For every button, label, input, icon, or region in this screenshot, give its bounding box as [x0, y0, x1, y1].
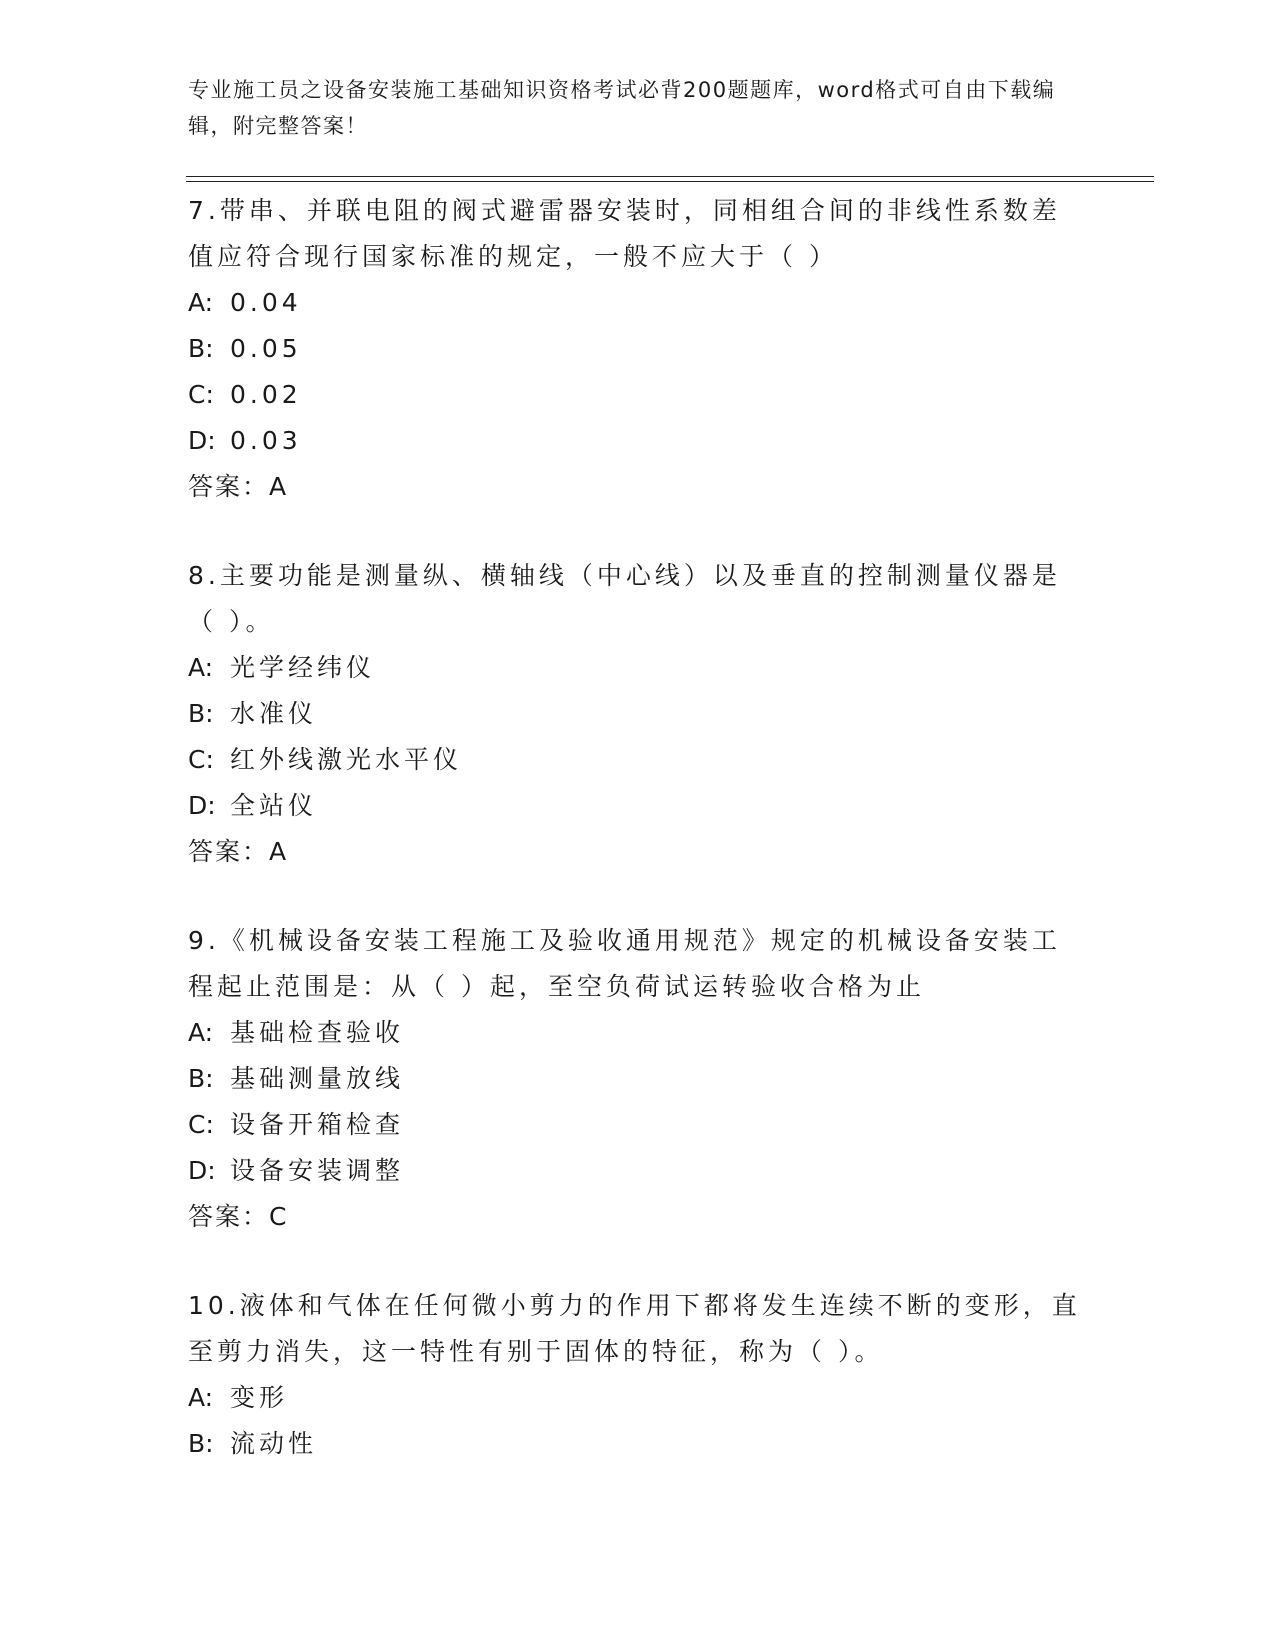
option-text: 0.05: [230, 334, 302, 363]
option-text: 设备安装调整: [230, 1156, 405, 1185]
option-b: [188, 1421, 1088, 1467]
header-divider-bottom: [186, 181, 1154, 182]
option-letter: A:: [188, 1383, 214, 1412]
option-text: 设备开箱检查: [230, 1110, 405, 1139]
option-letter: B:: [188, 1064, 214, 1093]
option-text: 水准仪: [230, 699, 318, 728]
question-10: [188, 1283, 1088, 1467]
question-8: [188, 553, 1088, 875]
option-letter: B:: [188, 1429, 214, 1458]
option-b: [188, 1056, 1088, 1102]
option-letter: A:: [188, 1018, 214, 1047]
option-text: 红外线激光水平仪: [230, 745, 463, 774]
option-letter: A:: [188, 653, 214, 682]
option-letter: D:: [188, 791, 216, 820]
header-divider-top: [186, 176, 1154, 177]
option-b: [188, 691, 1088, 737]
option-text: 光学经纬仪: [230, 653, 376, 682]
option-text: 变形: [230, 1383, 289, 1412]
document-header: 专业施工员之设备安装施工基础知识资格考试必背200题题库，word格式可自由下载编辑，附完整答案！: [188, 78, 1056, 138]
option-letter: A:: [188, 288, 214, 317]
question-stem: 8.主要功能是测量纵、横轴线（中心线）以及垂直的控制测量仪器是（ ）。: [188, 561, 1061, 636]
option-a: [188, 280, 1088, 326]
option-c: [188, 737, 1088, 783]
option-letter: C:: [188, 745, 214, 774]
question-stem: 7.带串、并联电阻的阀式避雷器安装时，同相组合间的非线性系数差值应符合现行国家标准的规定，一般不应大于（ ）: [188, 196, 1061, 271]
question-7: [188, 188, 1088, 510]
option-a: [188, 645, 1088, 691]
option-d: [188, 783, 1088, 829]
option-text: 流动性: [230, 1429, 318, 1458]
answer-line: 答案：C: [188, 1202, 289, 1231]
option-text: 0.04: [230, 288, 302, 317]
answer-line: 答案：A: [188, 837, 289, 866]
option-d: [188, 1148, 1088, 1194]
option-letter: D:: [188, 426, 216, 455]
option-text: 0.03: [230, 426, 302, 455]
question-stem: 10.液体和气体在任何微小剪力的作用下都将发生连续不断的变形，直至剪力消失，这一特性有别于固体的特征，称为（ ）。: [188, 1291, 1081, 1366]
option-text: 基础测量放线: [230, 1064, 405, 1093]
option-c: [188, 372, 1088, 418]
option-text: 0.02: [230, 380, 302, 409]
option-b: [188, 326, 1088, 372]
answer-line: 答案：A: [188, 472, 289, 501]
option-a: [188, 1375, 1088, 1421]
option-text: 基础检查验收: [230, 1018, 405, 1047]
option-letter: D:: [188, 1156, 216, 1185]
question-stem: 9.《机械设备安装工程施工及验收通用规范》规定的机械设备安装工程起止范围是：从（ ）起，至空负荷试运转验收合格为止: [188, 926, 1061, 1001]
option-a: [188, 1010, 1088, 1056]
option-letter: B:: [188, 699, 214, 728]
option-d: [188, 418, 1088, 464]
option-letter: B:: [188, 334, 214, 363]
question-9: [188, 918, 1088, 1240]
option-letter: C:: [188, 1110, 214, 1139]
option-letter: C:: [188, 380, 214, 409]
option-c: [188, 1102, 1088, 1148]
option-text: 全站仪: [230, 791, 318, 820]
